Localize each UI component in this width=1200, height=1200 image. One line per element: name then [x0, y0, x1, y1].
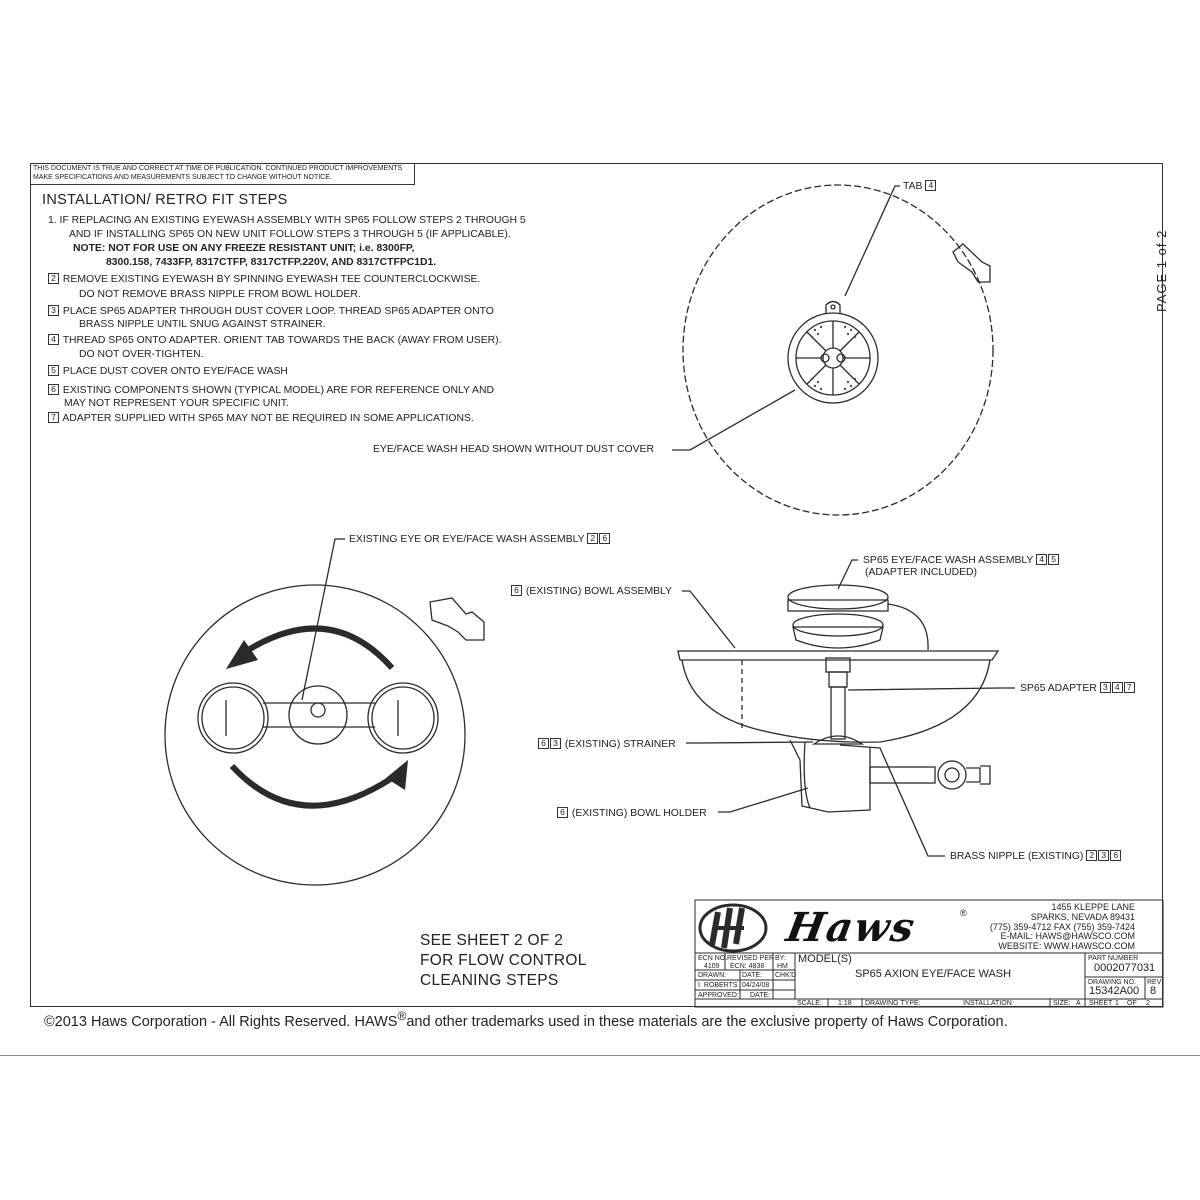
- part-number-label: PART NUMBER: [1088, 955, 1139, 962]
- sheet-label: SHEET: [1089, 1000, 1113, 1007]
- by-value: HM: [777, 963, 788, 970]
- date-2-label: DATE:: [750, 992, 771, 999]
- revised-label: REVISED PER: [727, 955, 775, 962]
- company-address: [985, 903, 1135, 952]
- see-sheet-line-2: FOR FLOW CONTROL: [420, 952, 587, 969]
- copyright-text-a: ©2013 Haws Corporation - All Rights Reserved. HAWS: [44, 1013, 398, 1030]
- callout-strainer-ref-1: 6: [538, 738, 549, 749]
- haws-logo-mark: [700, 905, 766, 951]
- drawn-value: I. ROBERTS: [698, 982, 738, 989]
- callout-head-without-cover: EYE/FACE WASH HEAD SHOWN WITHOUT DUST COVER: [373, 444, 654, 455]
- sheet-value: 1: [1115, 1000, 1119, 1007]
- of-label: OF: [1127, 1000, 1137, 1007]
- freeze-note-line-2: 8300.158, 7433FP, 8317CTFP, 8317CTFP.220V, AND 8317CTFPC1D1.: [106, 257, 437, 268]
- step-3-line-1: PLACE SP65 ADAPTER THROUGH DUST COVER LOOP. THREAD SP65 ADAPTER ONTO: [62, 306, 494, 317]
- address-line-5: WEBSITE: WWW.HAWSCO.COM: [998, 941, 1135, 952]
- step-2-line-1: REMOVE EXISTING EYEWASH BY SPINNING EYEWASH TEE COUNTERCLOCKWISE.: [62, 274, 481, 285]
- copyright-registered-mark: ®: [397, 1009, 407, 1023]
- page-bottom-rule: [0, 1055, 1200, 1056]
- registered-mark: ®: [960, 908, 967, 918]
- callout-sp65-adapter-label: SP65 ADAPTER: [1020, 683, 1097, 694]
- step-6-number: 6: [48, 384, 59, 395]
- drawing-no-label: DRAWING NO.: [1088, 979, 1136, 986]
- step-6-line-1: EXISTING COMPONENTS SHOWN (TYPICAL MODEL) ARE FOR REFERENCE ONLY AND: [62, 385, 494, 396]
- callout-adapter-included: (ADAPTER INCLUDED): [865, 567, 977, 578]
- models-label: MODEL(S): [798, 953, 852, 965]
- callout-existing-eyewash-label: EXISTING EYE OR EYE/FACE WASH ASSEMBLY: [349, 534, 585, 545]
- scale-value: 1:18: [838, 1000, 852, 1007]
- callout-sp65-adapter-ref-1: 3: [1100, 682, 1111, 693]
- callout-brass-nipple-label: BRASS NIPPLE (EXISTING): [950, 851, 1084, 862]
- callout-bowl-holder-ref: 6: [557, 807, 568, 818]
- callout-bowl-assembly: [511, 585, 672, 598]
- copyright-footer: [44, 1009, 1008, 1030]
- address-line-3: (775) 359-4712 FAX (755) 359-7424: [989, 921, 1135, 932]
- callout-sp65-adapter-ref-3: 7: [1124, 682, 1135, 693]
- of-value: 2: [1146, 1000, 1150, 1007]
- callout-brass-nipple-ref-1: 2: [1086, 850, 1097, 861]
- callout-tab-label: TAB: [903, 181, 923, 192]
- disclaimer-box: THIS DOCUMENT IS TRUE AND CORRECT AT TIME OF PUBLICATION. CONTINUED PRODUCT IMPROVEMENTS MAKE SPECIFICATIONS AND MEASUREMENTS SUBJECT TO CHANGE WITHOUT NOTICE.: [30, 163, 415, 185]
- drawing-no: 15342A00: [1089, 985, 1140, 997]
- callout-sp65-assembly-label: SP65 EYE/FACE WASH ASSEMBLY: [863, 555, 1034, 566]
- callout-existing-eyewash-ref-2: 6: [599, 533, 610, 544]
- rev-label: REV: [1147, 979, 1162, 986]
- address-line-4: E-MAIL: HAWS@HAWSCO.COM: [1000, 931, 1135, 942]
- step-3-line-2: BRASS NIPPLE UNTIL SNUG AGAINST STRAINER.: [79, 319, 326, 330]
- step-7-number: 7: [48, 412, 59, 423]
- callout-bowl-assembly-label: (EXISTING) BOWL ASSEMBLY: [525, 586, 672, 597]
- callout-sp65-adapter-ref-2: 4: [1112, 682, 1123, 693]
- step-6-line-2: MAY NOT REPRESENT YOUR SPECIFIC UNIT.: [64, 398, 289, 409]
- step-4-line-1: THREAD SP65 ONTO ADAPTER. ORIENT TAB TOWARDS THE BACK (AWAY FROM USER).: [62, 335, 502, 346]
- callout-bowl-assembly-ref: 6: [511, 585, 522, 596]
- page-title: INSTALLATION/ RETRO FIT STEPS: [42, 192, 288, 208]
- approved-label: APPROVED:: [698, 992, 739, 999]
- callout-strainer: [538, 738, 676, 751]
- part-number: 0002077031: [1094, 962, 1156, 974]
- see-sheet-line-1: SEE SHEET 2 OF 2: [420, 932, 564, 949]
- by-label: BY:: [775, 955, 786, 962]
- callout-bowl-holder: [557, 807, 707, 820]
- address-line-2: SPARKS, NEVADA 89431: [1030, 911, 1135, 922]
- step-4-line-2: DO NOT OVER-TIGHTEN.: [79, 349, 204, 360]
- callout-bowl-holder-label: (EXISTING) BOWL HOLDER: [571, 808, 707, 819]
- callout-sp65-adapter: [1020, 682, 1136, 695]
- address-line-1: 1455 KLEPPE LANE: [1051, 902, 1135, 912]
- step-2-line-2: DO NOT REMOVE BRASS NIPPLE FROM BOWL HOLDER.: [79, 289, 361, 300]
- ecn-label: ECN NO.: [698, 955, 728, 962]
- step-3-number: 3: [48, 305, 59, 316]
- callout-sp65-assembly-ref-1: 4: [1036, 554, 1047, 565]
- callout-existing-eyewash-ref-1: 2: [587, 533, 598, 544]
- callout-brass-nipple: [950, 850, 1122, 863]
- step-5-line-1: PLACE DUST COVER ONTO EYE/FACE WASH: [62, 366, 288, 377]
- models-value: SP65 AXION EYE/FACE WASH: [855, 968, 1012, 980]
- drawn-label: DRAWN:: [698, 972, 727, 979]
- step-4-number: 4: [48, 334, 59, 345]
- see-sheet-line-3: CLEANING STEPS: [420, 972, 559, 989]
- step-7-line-1: ADAPTER SUPPLIED WITH SP65 MAY NOT BE REQUIRED IN SOME APPLICATIONS.: [62, 413, 474, 424]
- eyewash-head-top-view: [788, 302, 878, 404]
- callout-sp65-assembly: [863, 554, 1060, 567]
- page-label: PAGE 1 of 2: [1154, 229, 1169, 312]
- callout-strainer-label: (EXISTING) STRAINER: [564, 739, 676, 750]
- left-view-fitting: [430, 598, 484, 640]
- haws-logo-wordmark: Haws: [782, 904, 920, 951]
- ecn-value: 4109: [704, 963, 720, 970]
- rev-value: 8: [1150, 985, 1157, 997]
- size-value: A: [1076, 1000, 1081, 1007]
- step-5-number: 5: [48, 365, 59, 376]
- size-label: SIZE:: [1053, 1000, 1071, 1007]
- callout-brass-nipple-ref-3: 6: [1110, 850, 1121, 861]
- existing-eyewash-top-view: [198, 683, 438, 753]
- callout-tab-ref: 4: [925, 180, 936, 191]
- freeze-note-line-1: NOTE: NOT FOR USE ON ANY FREEZE RESISTANT UNIT; i.e. 8300FP,: [73, 243, 415, 254]
- step-2-number: 2: [48, 273, 59, 284]
- drawing-type-label: DRAWING TYPE:: [865, 1000, 921, 1007]
- top-view-fitting: [953, 244, 990, 282]
- callout-sp65-assembly-ref-2: 5: [1048, 554, 1059, 565]
- bowl-side-view: [678, 585, 998, 812]
- see-sheet-note: [420, 931, 587, 991]
- callout-strainer-ref-2: 3: [550, 738, 561, 749]
- step-1-line-1: 1. IF REPLACING AN EXISTING EYEWASH ASSEMBLY WITH SP65 FOLLOW STEPS 2 THROUGH 5: [48, 215, 526, 226]
- callout-brass-nipple-ref-2: 3: [1098, 850, 1109, 861]
- drawing-type-value: INSTALLATION: [963, 1000, 1012, 1007]
- date-value: 04/24/08: [742, 982, 770, 989]
- copyright-text-b: and other trademarks used in these materials are the exclusive property of Haws Corporation.: [406, 1013, 1008, 1030]
- scale-label: SCALE:: [797, 1000, 822, 1007]
- callout-existing-eyewash: [349, 533, 611, 546]
- callout-tab: [903, 180, 937, 193]
- chkd-label: CHK'D: [775, 972, 797, 979]
- revised-value: ECN: 4838: [730, 963, 765, 970]
- date-label: DATE:: [742, 972, 763, 979]
- step-1-line-2: AND IF INSTALLING SP65 ON NEW UNIT FOLLOW STEPS 3 THROUGH 5 (IF APPLICABLE).: [69, 229, 511, 240]
